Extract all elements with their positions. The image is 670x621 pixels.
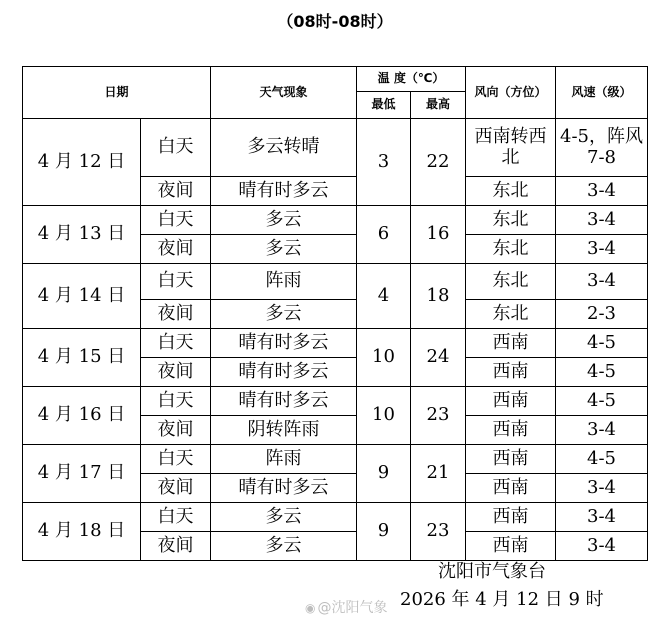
wind-speed-cell: 3-4 <box>556 177 648 206</box>
date-cell: 4 月 18 日 <box>23 503 141 561</box>
wind-speed-cell: 3-4 <box>556 503 648 532</box>
wind-direction-cell: 西南 <box>466 503 556 532</box>
weather-cell: 阵雨 <box>211 264 357 300</box>
forecast-body <box>23 119 648 561</box>
wind-speed-cell: 4-5 <box>556 387 648 416</box>
period-cell: 白天 <box>141 264 211 300</box>
header-max: 最高 <box>411 92 466 119</box>
temp-min-cell: 10 <box>357 387 411 445</box>
issuing-organization: 沈阳市气象台 <box>438 561 546 582</box>
temp-min-cell: 4 <box>357 264 411 329</box>
wind-direction-cell: 东北 <box>466 264 556 300</box>
temp-max-cell: 22 <box>411 119 466 206</box>
period-cell: 夜间 <box>141 300 211 329</box>
issue-time: 2026 年 4 月 12 日 9 时 <box>400 589 604 610</box>
watermark-text: @沈阳气象 <box>317 600 388 616</box>
period-cell: 白天 <box>141 387 211 416</box>
wind-speed-cell: 4-5 <box>556 358 648 387</box>
wind-direction-cell: 东北 <box>466 235 556 264</box>
wind-speed-cell: 4-5，阵风 7-8 <box>556 119 648 177</box>
header-wind-direction: 风向（方位） <box>466 67 556 119</box>
weather-cell: 晴有时多云 <box>211 387 357 416</box>
temp-max-cell: 23 <box>411 387 466 445</box>
temp-min-cell: 9 <box>357 445 411 503</box>
date-cell: 4 月 15 日 <box>23 329 141 387</box>
header-temperature: 温 度（℃） <box>357 67 466 92</box>
temp-max-cell: 16 <box>411 206 466 264</box>
temp-max-cell: 24 <box>411 329 466 387</box>
period-cell: 白天 <box>141 119 211 177</box>
weather-cell: 阵雨 <box>211 445 357 474</box>
wind-speed-cell: 4-5 <box>556 445 648 474</box>
page-title: （08时-08时） <box>277 12 393 31</box>
forecast-table <box>22 66 648 561</box>
temp-min-cell: 9 <box>357 503 411 561</box>
header-weather: 天气现象 <box>211 67 357 119</box>
weather-cell: 阴转阵雨 <box>211 416 357 445</box>
wind-speed-cell: 3-4 <box>556 235 648 264</box>
period-cell: 夜间 <box>141 474 211 503</box>
weather-cell: 晴有时多云 <box>211 474 357 503</box>
header-wind-speed: 风速（级） <box>556 67 648 119</box>
temp-max-cell: 23 <box>411 503 466 561</box>
table-row <box>23 387 648 416</box>
weather-cell: 多云 <box>211 532 357 561</box>
table-row <box>23 329 648 358</box>
header-min: 最低 <box>357 92 411 119</box>
wind-direction-cell: 西南转西北 <box>466 119 556 177</box>
table-row <box>23 503 648 532</box>
wind-direction-cell: 西南 <box>466 329 556 358</box>
period-cell: 夜间 <box>141 416 211 445</box>
wind-direction-cell: 西南 <box>466 358 556 387</box>
period-cell: 夜间 <box>141 358 211 387</box>
weather-cell: 晴有时多云 <box>211 177 357 206</box>
wind-speed-cell: 3-4 <box>556 416 648 445</box>
date-cell: 4 月 14 日 <box>23 264 141 329</box>
period-cell: 夜间 <box>141 235 211 264</box>
temp-min-cell: 6 <box>357 206 411 264</box>
wind-direction-cell: 西南 <box>466 474 556 503</box>
header-row <box>23 67 648 92</box>
header-date: 日期 <box>23 67 211 119</box>
weather-cell: 多云 <box>211 300 357 329</box>
date-cell: 4 月 12 日 <box>23 119 141 206</box>
wind-speed-cell: 3-4 <box>556 264 648 300</box>
temp-min-cell: 10 <box>357 329 411 387</box>
wind-direction-cell: 西南 <box>466 445 556 474</box>
table-row <box>23 264 648 300</box>
date-cell: 4 月 17 日 <box>23 445 141 503</box>
date-cell: 4 月 16 日 <box>23 387 141 445</box>
wind-speed-cell: 3-4 <box>556 474 648 503</box>
table-row <box>23 206 648 235</box>
table-row <box>23 119 648 177</box>
weather-cell: 多云 <box>211 503 357 532</box>
temp-min-cell: 3 <box>357 119 411 206</box>
period-cell: 白天 <box>141 329 211 358</box>
weather-cell: 晴有时多云 <box>211 329 357 358</box>
period-cell: 白天 <box>141 206 211 235</box>
wind-speed-cell: 3-4 <box>556 532 648 561</box>
period-cell: 白天 <box>141 503 211 532</box>
wind-direction-cell: 东北 <box>466 300 556 329</box>
wind-direction-cell: 西南 <box>466 387 556 416</box>
weather-cell: 多云转晴 <box>211 119 357 177</box>
date-cell: 4 月 13 日 <box>23 206 141 264</box>
table-row <box>23 445 648 474</box>
period-cell: 夜间 <box>141 532 211 561</box>
period-cell: 白天 <box>141 445 211 474</box>
weather-cell: 晴有时多云 <box>211 358 357 387</box>
wind-direction-cell: 东北 <box>466 206 556 235</box>
wind-direction-cell: 西南 <box>466 532 556 561</box>
watermark <box>305 597 387 617</box>
wind-speed-cell: 4-5 <box>556 329 648 358</box>
temp-max-cell: 21 <box>411 445 466 503</box>
weibo-icon: ◉ <box>305 601 316 615</box>
temp-max-cell: 18 <box>411 264 466 329</box>
weather-cell: 多云 <box>211 206 357 235</box>
weather-cell: 多云 <box>211 235 357 264</box>
wind-speed-cell: 2-3 <box>556 300 648 329</box>
wind-direction-cell: 东北 <box>466 177 556 206</box>
period-cell: 夜间 <box>141 177 211 206</box>
wind-direction-cell: 西南 <box>466 416 556 445</box>
wind-speed-cell: 3-4 <box>556 206 648 235</box>
